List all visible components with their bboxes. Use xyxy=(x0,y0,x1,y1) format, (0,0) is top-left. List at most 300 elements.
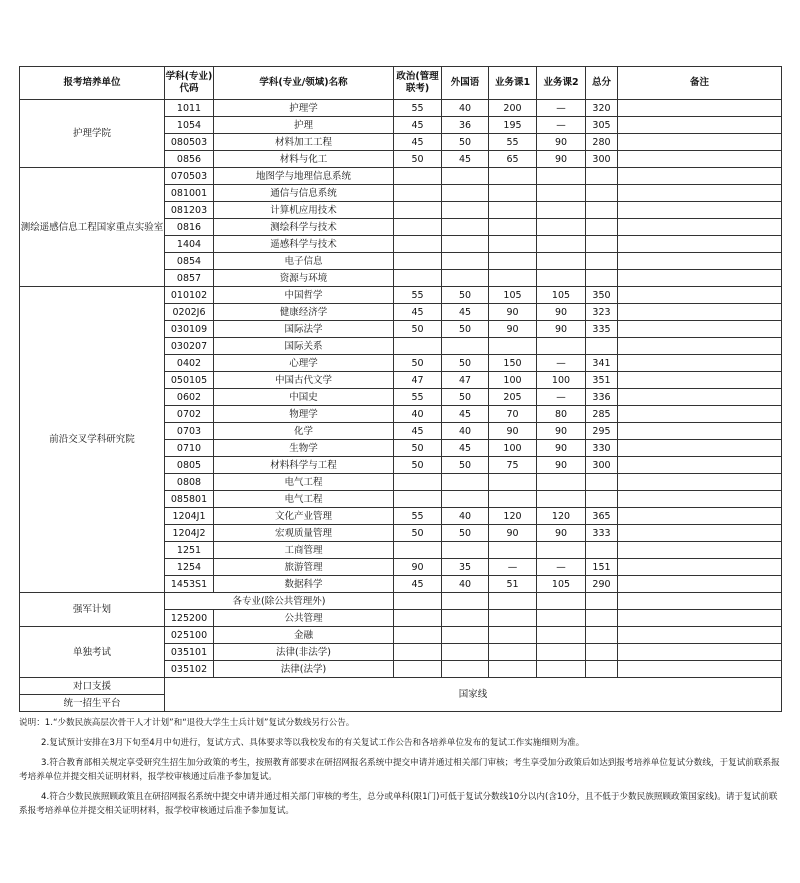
code-cell: 0710 xyxy=(165,440,214,457)
remark-cell xyxy=(618,151,782,168)
total-cell: 285 xyxy=(586,406,618,423)
foreign-cell: 40 xyxy=(442,423,489,440)
total-cell: 280 xyxy=(586,134,618,151)
politics-cell xyxy=(394,610,442,627)
foreign-cell xyxy=(442,253,489,270)
politics-cell: 45 xyxy=(394,304,442,321)
name-cell: 护理 xyxy=(214,117,394,134)
course1-cell: 51 xyxy=(489,576,537,593)
foreign-cell xyxy=(442,270,489,287)
total-cell xyxy=(586,491,618,508)
score-table-sheet xyxy=(19,66,781,712)
remark-cell xyxy=(618,202,782,219)
remark-cell xyxy=(618,287,782,304)
unit-cell: 单独考试 xyxy=(20,627,165,678)
header-unit: 报考培养单位 xyxy=(20,67,165,100)
course1-cell: 100 xyxy=(489,372,537,389)
course2-cell xyxy=(537,219,586,236)
code-cell: 0808 xyxy=(165,474,214,491)
course2-cell: 90 xyxy=(537,134,586,151)
course2-cell xyxy=(537,253,586,270)
course1-cell: 205 xyxy=(489,389,537,406)
course1-cell xyxy=(489,236,537,253)
politics-cell xyxy=(394,253,442,270)
course2-cell xyxy=(537,644,586,661)
course2-cell: — xyxy=(537,355,586,372)
total-cell xyxy=(586,610,618,627)
foreign-cell xyxy=(442,219,489,236)
code-cell: 025100 xyxy=(165,627,214,644)
foreign-cell xyxy=(442,610,489,627)
name-cell: 材料科学与工程 xyxy=(214,457,394,474)
course1-cell xyxy=(489,168,537,185)
foreign-cell: 45 xyxy=(442,304,489,321)
remark-cell xyxy=(618,117,782,134)
foreign-cell xyxy=(442,491,489,508)
name-cell: 材料与化工 xyxy=(214,151,394,168)
foreign-cell xyxy=(442,202,489,219)
name-cell: 电气工程 xyxy=(214,491,394,508)
politics-cell: 90 xyxy=(394,559,442,576)
total-cell xyxy=(586,270,618,287)
name-cell: 通信与信息系统 xyxy=(214,185,394,202)
remark-cell xyxy=(618,440,782,457)
remark-cell xyxy=(618,253,782,270)
header-course1: 业务课1 xyxy=(489,67,537,100)
header-name: 学科(专业/领域)名称 xyxy=(214,67,394,100)
course1-cell xyxy=(489,644,537,661)
code-cell: 0202J6 xyxy=(165,304,214,321)
name-cell: 资源与环境 xyxy=(214,270,394,287)
politics-cell: 47 xyxy=(394,372,442,389)
foreign-cell xyxy=(442,644,489,661)
foreign-cell: 50 xyxy=(442,525,489,542)
course2-cell: — xyxy=(537,559,586,576)
total-cell xyxy=(586,644,618,661)
course1-cell xyxy=(489,627,537,644)
foreign-cell: 50 xyxy=(442,457,489,474)
name-cell: 文化产业管理 xyxy=(214,508,394,525)
total-cell: 336 xyxy=(586,389,618,406)
code-cell: 080503 xyxy=(165,134,214,151)
total-cell xyxy=(586,542,618,559)
foreign-cell xyxy=(442,168,489,185)
foreign-cell xyxy=(442,474,489,491)
total-cell xyxy=(586,474,618,491)
name-cell: 化学 xyxy=(214,423,394,440)
name-cell: 国际关系 xyxy=(214,338,394,355)
table-row xyxy=(20,100,782,117)
course1-cell: 90 xyxy=(489,321,537,338)
course2-cell: 105 xyxy=(537,287,586,304)
code-cell: 0602 xyxy=(165,389,214,406)
code-cell: 030207 xyxy=(165,338,214,355)
remark-cell xyxy=(618,406,782,423)
remark-cell xyxy=(618,457,782,474)
code-cell: 0703 xyxy=(165,423,214,440)
code-cell: 1453S1 xyxy=(165,576,214,593)
remark-cell xyxy=(618,542,782,559)
name-cell: 公共管理 xyxy=(214,610,394,627)
code-cell: 0856 xyxy=(165,151,214,168)
note-4: 4.符合少数民族照顾政策且在研招网报名系统中提交申请并通过相关部门审核的考生，总分或单科(限1门)可低于复试分数线10分以内(含10分，且不低于少数民族照顾政策国家线)。请于复试前联系报考培养单位并提交相关证明材料，报学校审核通过后准予参加复试。 xyxy=(19,792,778,816)
unit-cell: 对口支援 xyxy=(20,678,165,695)
foreign-cell: 45 xyxy=(442,406,489,423)
code-cell: 125200 xyxy=(165,610,214,627)
course2-cell xyxy=(537,185,586,202)
remark-cell xyxy=(618,508,782,525)
name-cell: 国际法学 xyxy=(214,321,394,338)
foreign-cell: 50 xyxy=(442,389,489,406)
header-remark: 备注 xyxy=(618,67,782,100)
course2-cell: — xyxy=(537,117,586,134)
course1-cell: 90 xyxy=(489,525,537,542)
header-foreign: 外国语 xyxy=(442,67,489,100)
course2-cell xyxy=(537,236,586,253)
politics-cell: 50 xyxy=(394,525,442,542)
name-cell: 测绘科学与技术 xyxy=(214,219,394,236)
politics-cell xyxy=(394,168,442,185)
politics-cell xyxy=(394,236,442,253)
total-cell xyxy=(586,219,618,236)
total-cell: 300 xyxy=(586,151,618,168)
foreign-cell xyxy=(442,661,489,678)
name-cell: 法律(法学) xyxy=(214,661,394,678)
table-row xyxy=(20,678,782,695)
code-cell: 1054 xyxy=(165,117,214,134)
name-cell: 健康经济学 xyxy=(214,304,394,321)
politics-cell xyxy=(394,542,442,559)
course1-cell: 90 xyxy=(489,423,537,440)
politics-cell: 55 xyxy=(394,508,442,525)
remark-cell xyxy=(618,270,782,287)
course1-cell: — xyxy=(489,559,537,576)
total-cell xyxy=(586,202,618,219)
politics-cell: 50 xyxy=(394,440,442,457)
header-total: 总分 xyxy=(586,67,618,100)
course1-cell: 150 xyxy=(489,355,537,372)
politics-cell: 45 xyxy=(394,134,442,151)
code-cell: 1011 xyxy=(165,100,214,117)
foreign-cell xyxy=(442,627,489,644)
name-cell: 遥感科学与技术 xyxy=(214,236,394,253)
code-cell: 1254 xyxy=(165,559,214,576)
course2-cell: 90 xyxy=(537,423,586,440)
code-cell: 030109 xyxy=(165,321,214,338)
course1-cell xyxy=(489,491,537,508)
course2-cell xyxy=(537,661,586,678)
course2-cell: 80 xyxy=(537,406,586,423)
total-cell: 351 xyxy=(586,372,618,389)
foreign-cell: 40 xyxy=(442,100,489,117)
politics-cell: 55 xyxy=(394,100,442,117)
course1-cell: 120 xyxy=(489,508,537,525)
course2-cell: 90 xyxy=(537,440,586,457)
foreign-cell xyxy=(442,236,489,253)
politics-cell: 40 xyxy=(394,406,442,423)
code-cell: 010102 xyxy=(165,287,214,304)
foreign-cell xyxy=(442,593,489,610)
course1-cell: 55 xyxy=(489,134,537,151)
remark-cell xyxy=(618,661,782,678)
code-cell: 0805 xyxy=(165,457,214,474)
header-row xyxy=(20,67,782,100)
header-code: 学科(专业)代码 xyxy=(165,67,214,100)
course1-cell xyxy=(489,661,537,678)
course2-cell xyxy=(537,542,586,559)
course2-cell xyxy=(537,202,586,219)
note-3: 3.符合教育部相关规定享受研究生招生加分政策的考生，按照教育部要求在研招网报名系统中提交申请并通过相关部门审核；考生享受加分政策后如达到报考培养单位复试分数线，于复试前联系报考培养单位并提交相关证明材料，报学校审核通过后准予参加复试。 xyxy=(19,758,780,782)
course2-cell xyxy=(537,168,586,185)
name-cell: 旅游管理 xyxy=(214,559,394,576)
total-cell: 290 xyxy=(586,576,618,593)
course2-cell xyxy=(537,338,586,355)
total-cell: 335 xyxy=(586,321,618,338)
unit-cell: 测绘遥感信息工程国家重点实验室 xyxy=(20,168,165,287)
note-1: 说明：1.“少数民族高层次骨干人才计划”和“退役大学生士兵计划”复试分数线另行公告。 xyxy=(19,718,355,728)
header-course2: 业务课2 xyxy=(537,67,586,100)
course1-cell: 75 xyxy=(489,457,537,474)
code-cell: 035102 xyxy=(165,661,214,678)
course1-cell: 100 xyxy=(489,440,537,457)
foreign-cell xyxy=(442,338,489,355)
remark-cell xyxy=(618,168,782,185)
header-politics: 政治(管理联考) xyxy=(394,67,442,100)
politics-cell: 45 xyxy=(394,117,442,134)
politics-cell: 55 xyxy=(394,389,442,406)
remark-cell xyxy=(618,236,782,253)
foreign-cell: 36 xyxy=(442,117,489,134)
politics-cell xyxy=(394,270,442,287)
code-cell: 0702 xyxy=(165,406,214,423)
code-cell: 081001 xyxy=(165,185,214,202)
name-cell: 地图学与地理信息系统 xyxy=(214,168,394,185)
code-cell: 0816 xyxy=(165,219,214,236)
unit-cell: 护理学院 xyxy=(20,100,165,168)
politics-cell xyxy=(394,491,442,508)
course2-cell: 90 xyxy=(537,321,586,338)
code-cell: 1204J1 xyxy=(165,508,214,525)
foreign-cell: 50 xyxy=(442,134,489,151)
course2-cell: 120 xyxy=(537,508,586,525)
remark-cell xyxy=(618,185,782,202)
foreign-cell xyxy=(442,542,489,559)
total-cell: 295 xyxy=(586,423,618,440)
remark-cell xyxy=(618,593,782,610)
remark-cell xyxy=(618,304,782,321)
remark-cell xyxy=(618,338,782,355)
name-cell: 中国古代文学 xyxy=(214,372,394,389)
course1-cell: 90 xyxy=(489,304,537,321)
total-cell: 300 xyxy=(586,457,618,474)
course2-cell xyxy=(537,474,586,491)
remark-cell xyxy=(618,389,782,406)
total-cell xyxy=(586,253,618,270)
name-cell: 法律(非法学) xyxy=(214,644,394,661)
foreign-cell: 35 xyxy=(442,559,489,576)
course2-cell: — xyxy=(537,100,586,117)
name-cell: 电气工程 xyxy=(214,474,394,491)
politics-cell xyxy=(394,661,442,678)
foreign-cell: 50 xyxy=(442,355,489,372)
foreign-cell: 50 xyxy=(442,287,489,304)
total-cell xyxy=(586,593,618,610)
course2-cell xyxy=(537,270,586,287)
politics-cell xyxy=(394,202,442,219)
course2-cell: 90 xyxy=(537,457,586,474)
course1-cell: 65 xyxy=(489,151,537,168)
total-cell: 365 xyxy=(586,508,618,525)
course1-cell: 70 xyxy=(489,406,537,423)
foreign-cell: 50 xyxy=(442,321,489,338)
name-cell: 计算机应用技术 xyxy=(214,202,394,219)
name-cell: 护理学 xyxy=(214,100,394,117)
remark-cell xyxy=(618,627,782,644)
name-cell: 心理学 xyxy=(214,355,394,372)
course1-cell xyxy=(489,253,537,270)
foreign-cell: 40 xyxy=(442,576,489,593)
total-cell: 330 xyxy=(586,440,618,457)
name-cell: 生物学 xyxy=(214,440,394,457)
notes-section xyxy=(19,716,781,818)
course2-cell: 90 xyxy=(537,304,586,321)
course2-cell xyxy=(537,627,586,644)
foreign-cell: 47 xyxy=(442,372,489,389)
remark-cell xyxy=(618,644,782,661)
course2-cell: — xyxy=(537,389,586,406)
course1-cell xyxy=(489,185,537,202)
course1-cell xyxy=(489,542,537,559)
unit-cell: 前沿交叉学科研究院 xyxy=(20,287,165,593)
course1-cell xyxy=(489,338,537,355)
unit-cell: 强军计划 xyxy=(20,593,165,627)
remark-cell xyxy=(618,321,782,338)
name-cell: 工商管理 xyxy=(214,542,394,559)
foreign-cell: 40 xyxy=(442,508,489,525)
code-cell: 050105 xyxy=(165,372,214,389)
name-cell: 中国史 xyxy=(214,389,394,406)
unit-cell: 统一招生平台 xyxy=(20,695,165,712)
name-cell: 数据科学 xyxy=(214,576,394,593)
remark-cell xyxy=(618,423,782,440)
code-cell: 035101 xyxy=(165,644,214,661)
politics-cell: 45 xyxy=(394,423,442,440)
course1-cell xyxy=(489,593,537,610)
total-cell: 151 xyxy=(586,559,618,576)
total-cell xyxy=(586,661,618,678)
total-cell xyxy=(586,168,618,185)
total-cell xyxy=(586,185,618,202)
name-cell: 各专业(除公共管理外) xyxy=(165,593,394,610)
total-cell xyxy=(586,236,618,253)
remark-cell xyxy=(618,355,782,372)
code-cell: 0857 xyxy=(165,270,214,287)
politics-cell xyxy=(394,593,442,610)
name-cell: 宏观质量管理 xyxy=(214,525,394,542)
politics-cell xyxy=(394,219,442,236)
foreign-cell: 45 xyxy=(442,151,489,168)
code-cell: 1204J2 xyxy=(165,525,214,542)
politics-cell: 55 xyxy=(394,287,442,304)
course1-cell xyxy=(489,202,537,219)
politics-cell xyxy=(394,627,442,644)
code-cell: 1251 xyxy=(165,542,214,559)
course1-cell xyxy=(489,219,537,236)
code-cell: 070503 xyxy=(165,168,214,185)
code-cell: 0402 xyxy=(165,355,214,372)
remark-cell xyxy=(618,474,782,491)
name-cell: 物理学 xyxy=(214,406,394,423)
course2-cell: 105 xyxy=(537,576,586,593)
name-cell: 金融 xyxy=(214,627,394,644)
remark-cell xyxy=(618,219,782,236)
politics-cell xyxy=(394,474,442,491)
table-body xyxy=(20,100,782,712)
table-row xyxy=(20,168,782,185)
politics-cell: 45 xyxy=(394,576,442,593)
course1-cell xyxy=(489,474,537,491)
remark-cell xyxy=(618,100,782,117)
politics-cell: 50 xyxy=(394,321,442,338)
politics-cell: 50 xyxy=(394,151,442,168)
remark-cell xyxy=(618,134,782,151)
remark-cell xyxy=(618,491,782,508)
code-cell: 0854 xyxy=(165,253,214,270)
politics-cell xyxy=(394,644,442,661)
code-cell: 1404 xyxy=(165,236,214,253)
politics-cell: 50 xyxy=(394,355,442,372)
total-cell xyxy=(586,627,618,644)
remark-cell xyxy=(618,559,782,576)
total-cell: 305 xyxy=(586,117,618,134)
total-cell xyxy=(586,338,618,355)
name-cell: 电子信息 xyxy=(214,253,394,270)
course1-cell xyxy=(489,270,537,287)
course2-cell: 90 xyxy=(537,151,586,168)
politics-cell: 50 xyxy=(394,457,442,474)
course1-cell: 200 xyxy=(489,100,537,117)
table-row xyxy=(20,287,782,304)
remark-cell xyxy=(618,576,782,593)
remark-cell xyxy=(618,525,782,542)
total-cell: 320 xyxy=(586,100,618,117)
course2-cell xyxy=(537,610,586,627)
foreign-cell xyxy=(442,185,489,202)
total-cell: 350 xyxy=(586,287,618,304)
course2-cell: 100 xyxy=(537,372,586,389)
remark-cell xyxy=(618,610,782,627)
name-cell: 中国哲学 xyxy=(214,287,394,304)
course1-cell xyxy=(489,610,537,627)
course1-cell: 105 xyxy=(489,287,537,304)
score-table xyxy=(19,66,782,712)
table-row xyxy=(20,627,782,644)
course2-cell xyxy=(537,593,586,610)
course2-cell: 90 xyxy=(537,525,586,542)
foreign-cell: 45 xyxy=(442,440,489,457)
code-cell: 085801 xyxy=(165,491,214,508)
remark-cell xyxy=(618,372,782,389)
table-row xyxy=(20,593,782,610)
course1-cell: 195 xyxy=(489,117,537,134)
total-cell: 323 xyxy=(586,304,618,321)
code-cell: 081203 xyxy=(165,202,214,219)
total-cell: 341 xyxy=(586,355,618,372)
course2-cell xyxy=(537,491,586,508)
note-2: 2.复试预计安排在3月下旬至4月中旬进行，复试方式、具体要求等以我校发布的有关复试工作公告和各培养单位发布的复试工作实施细则为准。 xyxy=(41,738,585,748)
politics-cell xyxy=(394,185,442,202)
total-cell: 333 xyxy=(586,525,618,542)
